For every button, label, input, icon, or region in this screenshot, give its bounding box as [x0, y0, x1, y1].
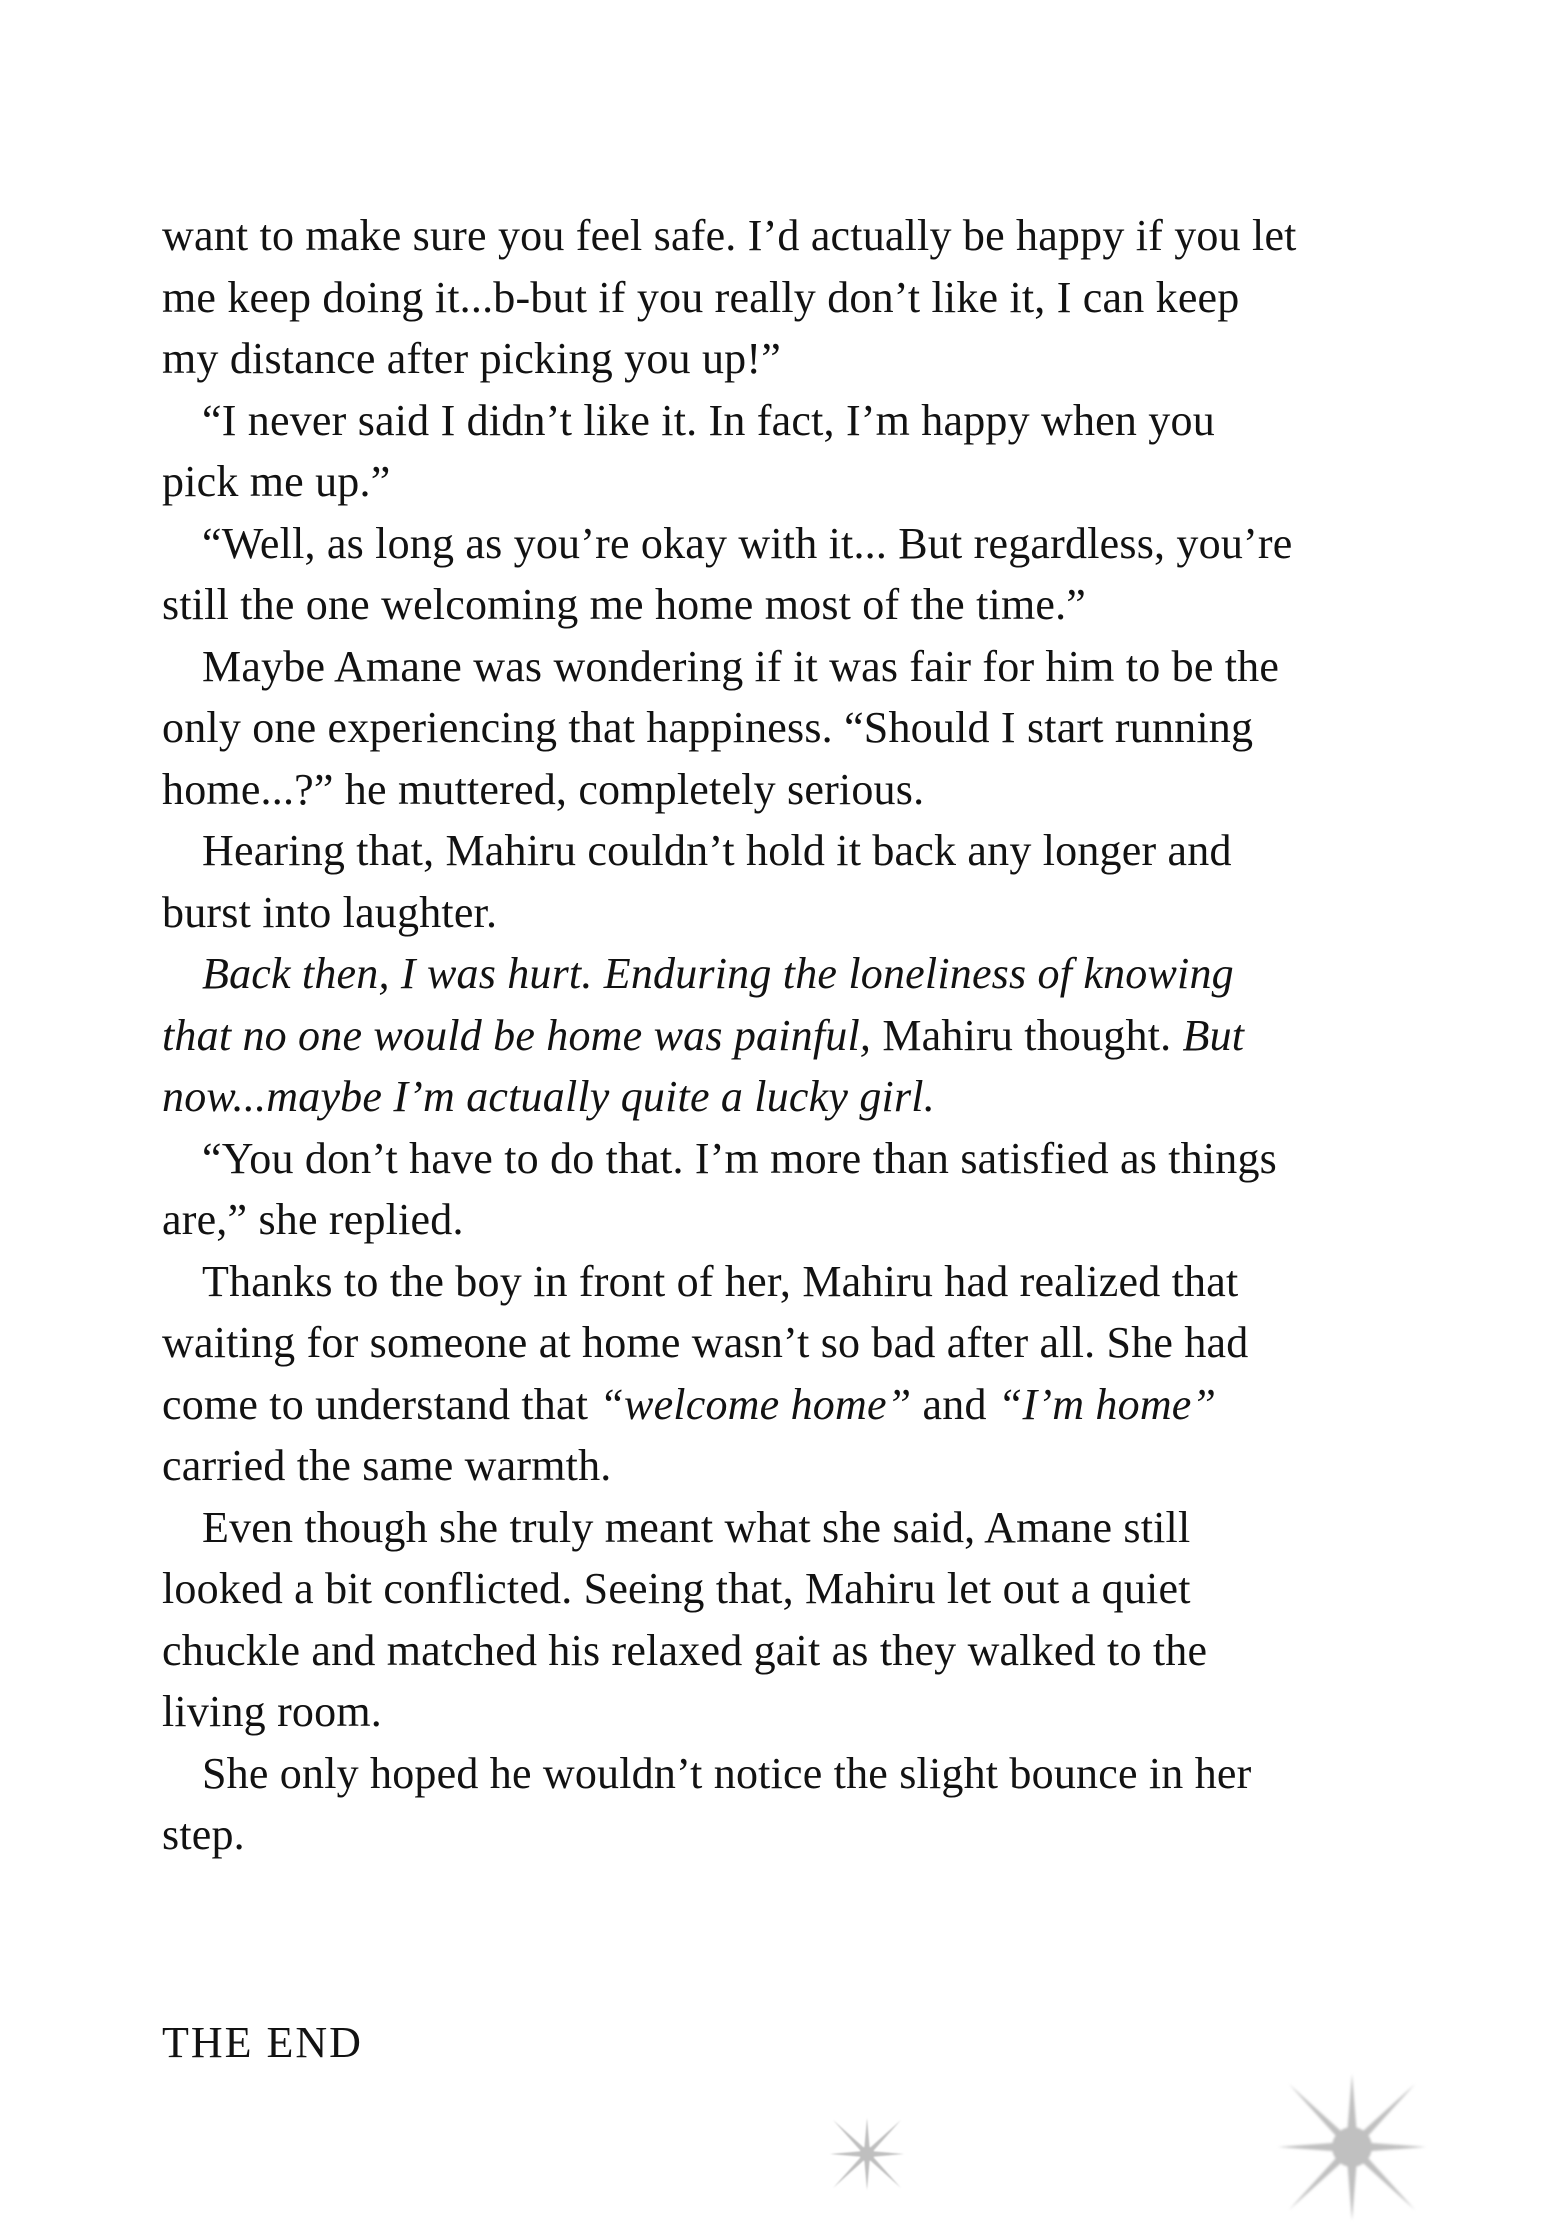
- text-line: [162, 1251, 1452, 1313]
- paragraph-lines: [162, 205, 1452, 1866]
- text-line: [162, 205, 1452, 267]
- italic-text-run: now...maybe I’m actually quite a lucky girl.: [162, 1072, 935, 1121]
- text-line: [162, 1681, 1452, 1743]
- text-line: [162, 451, 1452, 513]
- italic-text-run: But: [1182, 1010, 1245, 1060]
- text-run: waiting for someone at home wasn’t so bad after all. She had: [162, 1318, 1249, 1367]
- text-run: Hearing that, Mahiru couldn’t hold it back any longer and: [202, 826, 1232, 875]
- text-line: [162, 1743, 1452, 1805]
- text-line: [162, 1558, 1452, 1620]
- text-run: burst into laughter.: [162, 887, 498, 937]
- text-run: me keep doing it...b-but if you really don’t like it, I can keep: [162, 272, 1240, 322]
- text-line: [162, 390, 1452, 452]
- text-run: “Well, as long as you’re okay with it... But regardless, you’re: [202, 518, 1293, 568]
- text-run: Maybe Amane was wondering if it was fair for him to be the: [202, 641, 1280, 691]
- text-line: [162, 1005, 1452, 1067]
- text-line: [162, 636, 1452, 698]
- text-run: Thanks to the boy in front of her, Mahiru had realized that: [202, 1256, 1239, 1306]
- text-line: [162, 1804, 1452, 1866]
- text-run: chuckle and matched his relaxed gait as they walked to the: [162, 1625, 1208, 1675]
- page-text: [162, 205, 1452, 2073]
- text-run: still the one welcoming me home most of the time.”: [162, 580, 1087, 629]
- text-line: [162, 1189, 1452, 1251]
- text-run: come to understand that: [162, 1379, 600, 1429]
- text-line: [162, 1312, 1452, 1374]
- text-run: Mahiru thought.: [871, 1010, 1183, 1060]
- text-line: [162, 513, 1452, 575]
- text-line: [162, 1620, 1452, 1682]
- italic-text-run: Back then, I was hurt. Enduring the loneliness of knowing: [202, 949, 1234, 998]
- text-line: [162, 882, 1452, 944]
- text-line: [162, 759, 1452, 821]
- text-run: living room.: [162, 1687, 382, 1736]
- text-run: looked a bit conflicted. Seeing that, Mahiru let out a quiet: [162, 1564, 1191, 1613]
- text-run: step.: [162, 1810, 245, 1859]
- text-line: [162, 1066, 1452, 1128]
- text-run: “I never said I didn’t like it. In fact, I’m happy when you: [202, 395, 1215, 445]
- text-line: [162, 697, 1452, 759]
- text-run: home...?” he muttered, completely serious.: [162, 764, 925, 814]
- text-run: are,” she replied.: [162, 1195, 464, 1244]
- italic-text-run: “I’m home”: [997, 1379, 1217, 1429]
- text-line: [162, 267, 1452, 329]
- text-run: want to make sure you feel safe. I’d actually be happy if you let: [162, 211, 1297, 260]
- text-run: my distance after picking you up!”: [162, 334, 781, 383]
- the-end-label: THE END: [162, 2017, 363, 2067]
- text-line: [162, 1497, 1452, 1559]
- text-run: and: [911, 1379, 998, 1429]
- text-line: [162, 1128, 1452, 1190]
- italic-text-run: that no one would be home was painful,: [162, 1010, 872, 1060]
- text-run: pick me up.”: [162, 457, 391, 506]
- text-run: only one experiencing that happiness. “Should I start running: [162, 703, 1254, 752]
- text-run: “You don’t have to do that. I’m more than satisfied as things: [202, 1133, 1277, 1183]
- text-run: Even though she truly meant what she said, Amane still: [202, 1502, 1191, 1552]
- text-run: She only hoped he wouldn’t notice the slight bounce in her: [202, 1748, 1252, 1798]
- text-line: [162, 1374, 1452, 1436]
- text-line: [162, 820, 1452, 882]
- italic-text-run: “welcome home”: [599, 1379, 912, 1429]
- text-line: [162, 1435, 1452, 1497]
- text-line: [162, 328, 1452, 390]
- text-run: carried the same warmth.: [162, 1441, 612, 1490]
- text-line: [162, 943, 1452, 1005]
- text-line: [162, 574, 1452, 636]
- sparkle-icon-small: [827, 2114, 907, 2194]
- sparkle-icon-large: [1274, 2072, 1430, 2222]
